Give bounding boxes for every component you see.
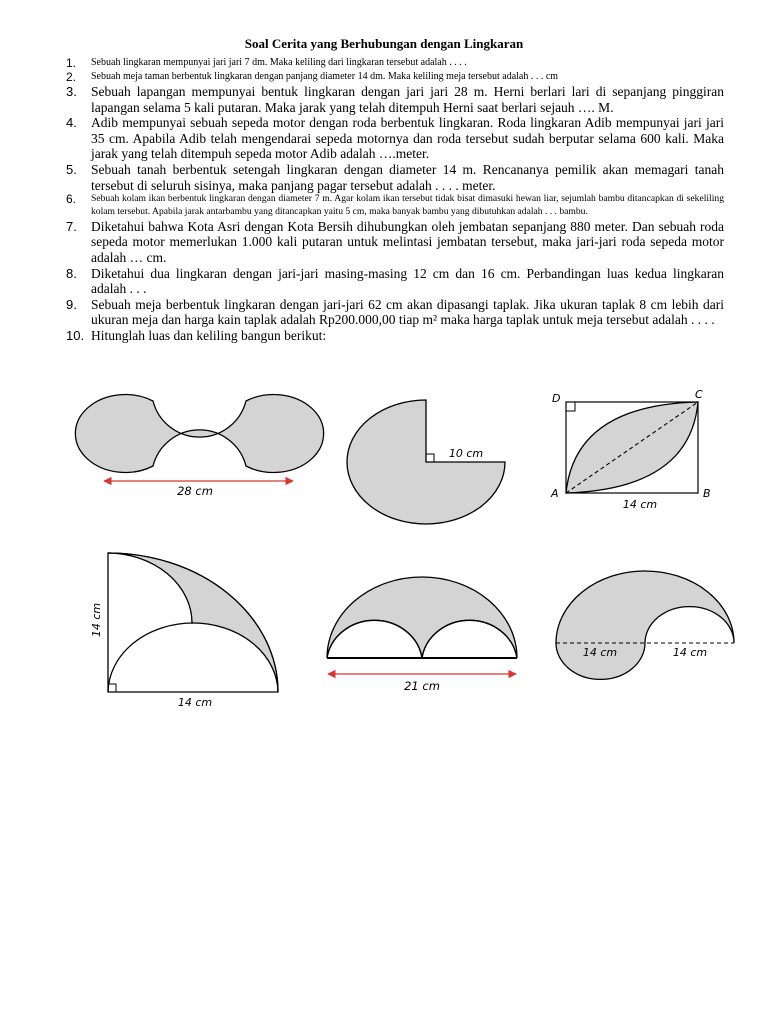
right-diameter-label: 14 cm — [672, 646, 708, 659]
figure-semicircle-double — [318, 572, 528, 696]
figure-square-lens — [545, 386, 723, 512]
right-angle-mark — [426, 454, 434, 462]
question-number: 1. — [66, 56, 77, 70]
question-text: Sebuah kolam ikan berbentuk lingkaran dengan diameter 7 m. Agar kolam ikan tersebut tidak bisat dimasuki hewan liar, sejumlah bambu ditancapkan di sekeliling kolam tersebut. Apabila jarak antarbambu yang ditancapkan yaitu 5 cm, maka banyak bambu yang dibutuhkan adalah . . . bambu. — [91, 193, 724, 217]
question-number: 10. — [66, 327, 85, 343]
question-7 — [66, 219, 724, 266]
left-diameter-label: 14 cm — [582, 646, 618, 659]
question-text: Sebuah lapangan mempunyai bentuk lingkaran dengan jari jari 28 m. Herni berlari lari di sepanjang pinggiran lapangan selama 5 kali putaran. Maka jarak yang telah ditempuh Herni saat berlari sejauh …. M. — [91, 84, 724, 115]
figure-quarter-circle — [86, 548, 286, 712]
right-angle-mark — [108, 684, 116, 692]
inner-arc — [108, 623, 193, 692]
question-text: Diketahui bahwa Kota Asri dengan Kota Bersih dihubungkan oleh jembatan sepanjang 880 meter. Dan sebuah roda sepeda motor memerlukan 1.000 kali putaran untuk melintasi jembatan tersebut, maka jari-jari roda sepeda motor adalah … cm. — [91, 218, 724, 265]
dimension-label: 28 cm — [177, 484, 213, 498]
dimension-label: 21 cm — [404, 679, 440, 693]
question-number: 8. — [66, 265, 77, 281]
question-9 — [66, 297, 724, 328]
question-text: Sebuah meja berbentuk lingkaran dengan jari-jari 62 cm akan dipasangi taplak. Jika ukuran taplak 8 cm lebih dari ukuran meja dan harga kain taplak adalah Rp200.000,00 tiap m² maka harga taplak untuk meja tersebut adalah . . . . — [91, 296, 724, 328]
question-number: 9. — [66, 296, 77, 312]
question-number: 3. — [66, 84, 77, 99]
question-10 — [66, 328, 724, 344]
right-angle-mark — [566, 402, 575, 411]
shaded-region — [556, 571, 734, 679]
vertex-a-label: A — [551, 487, 559, 500]
shaded-region — [327, 577, 517, 658]
question-number: 5. — [66, 161, 77, 177]
question-6 — [66, 193, 724, 219]
vertex-b-label: B — [703, 487, 711, 500]
question-text: Diketahui dua lingkaran dengan jari-jari masing-masing 12 cm dan 16 cm. Perbandingan luas kedua lingkaran adalah . . . — [91, 265, 724, 297]
base-label: 14 cm — [177, 696, 213, 709]
figure-s-shape — [548, 566, 740, 688]
question-text: Adib mempunyai sebuah sepeda motor dengan roda berbentuk lingkaran. Roda lingkaran Adib mempunyai jari jari 35 cm. Apabila Adib telah mengendarai sepeda motornya dan roda tersebut sudah berputar selama 600 kali. Maka jarak yang telah ditempuh sepeda motor Adib adalah ….meter. — [91, 115, 724, 162]
side-label: 14 cm — [622, 498, 658, 511]
question-text: Sebuah tanah berbentuk setengah lingkaran dengan diameter 14 m. Rencananya pemilik akan memagari tanah tersebut di seluruh sisinya, maka panjang pagar tersebut adalah . . . . meter. — [91, 161, 724, 193]
vertex-c-label: C — [695, 388, 703, 401]
vertex-d-label: D — [552, 392, 561, 405]
question-number: 7. — [66, 218, 77, 234]
page-title: Soal Cerita yang Berhubungan dengan Lingkaran — [244, 36, 524, 51]
shaded-region — [75, 394, 323, 472]
question-5 — [66, 162, 724, 193]
question-text: Hitunglah luas dan keliling bangun berikut: — [91, 327, 327, 343]
question-text: Sebuah meja taman berbentuk lingkaran dengan panjang diameter 14 dm. Maka keliling meja tersebut adalah . . . cm — [91, 71, 559, 82]
height-label: 14 cm — [90, 602, 103, 638]
radius-label: 10 cm — [448, 447, 484, 460]
question-number: 6. — [66, 192, 77, 207]
question-3 — [66, 84, 724, 115]
question-1 — [66, 56, 724, 70]
question-2 — [66, 70, 724, 84]
question-list — [66, 56, 724, 344]
question-number: 4. — [66, 115, 77, 131]
figure-bowtie — [96, 392, 306, 502]
question-number: 2. — [66, 70, 77, 84]
question-4 — [66, 115, 724, 162]
question-8 — [66, 266, 724, 297]
question-text: Sebuah lingkaran mempunyai jari jari 7 dm. Maka keliling dari lingkaran tersebut adalah . . . . — [91, 57, 467, 68]
figure-three-quarter-circle — [344, 396, 514, 508]
